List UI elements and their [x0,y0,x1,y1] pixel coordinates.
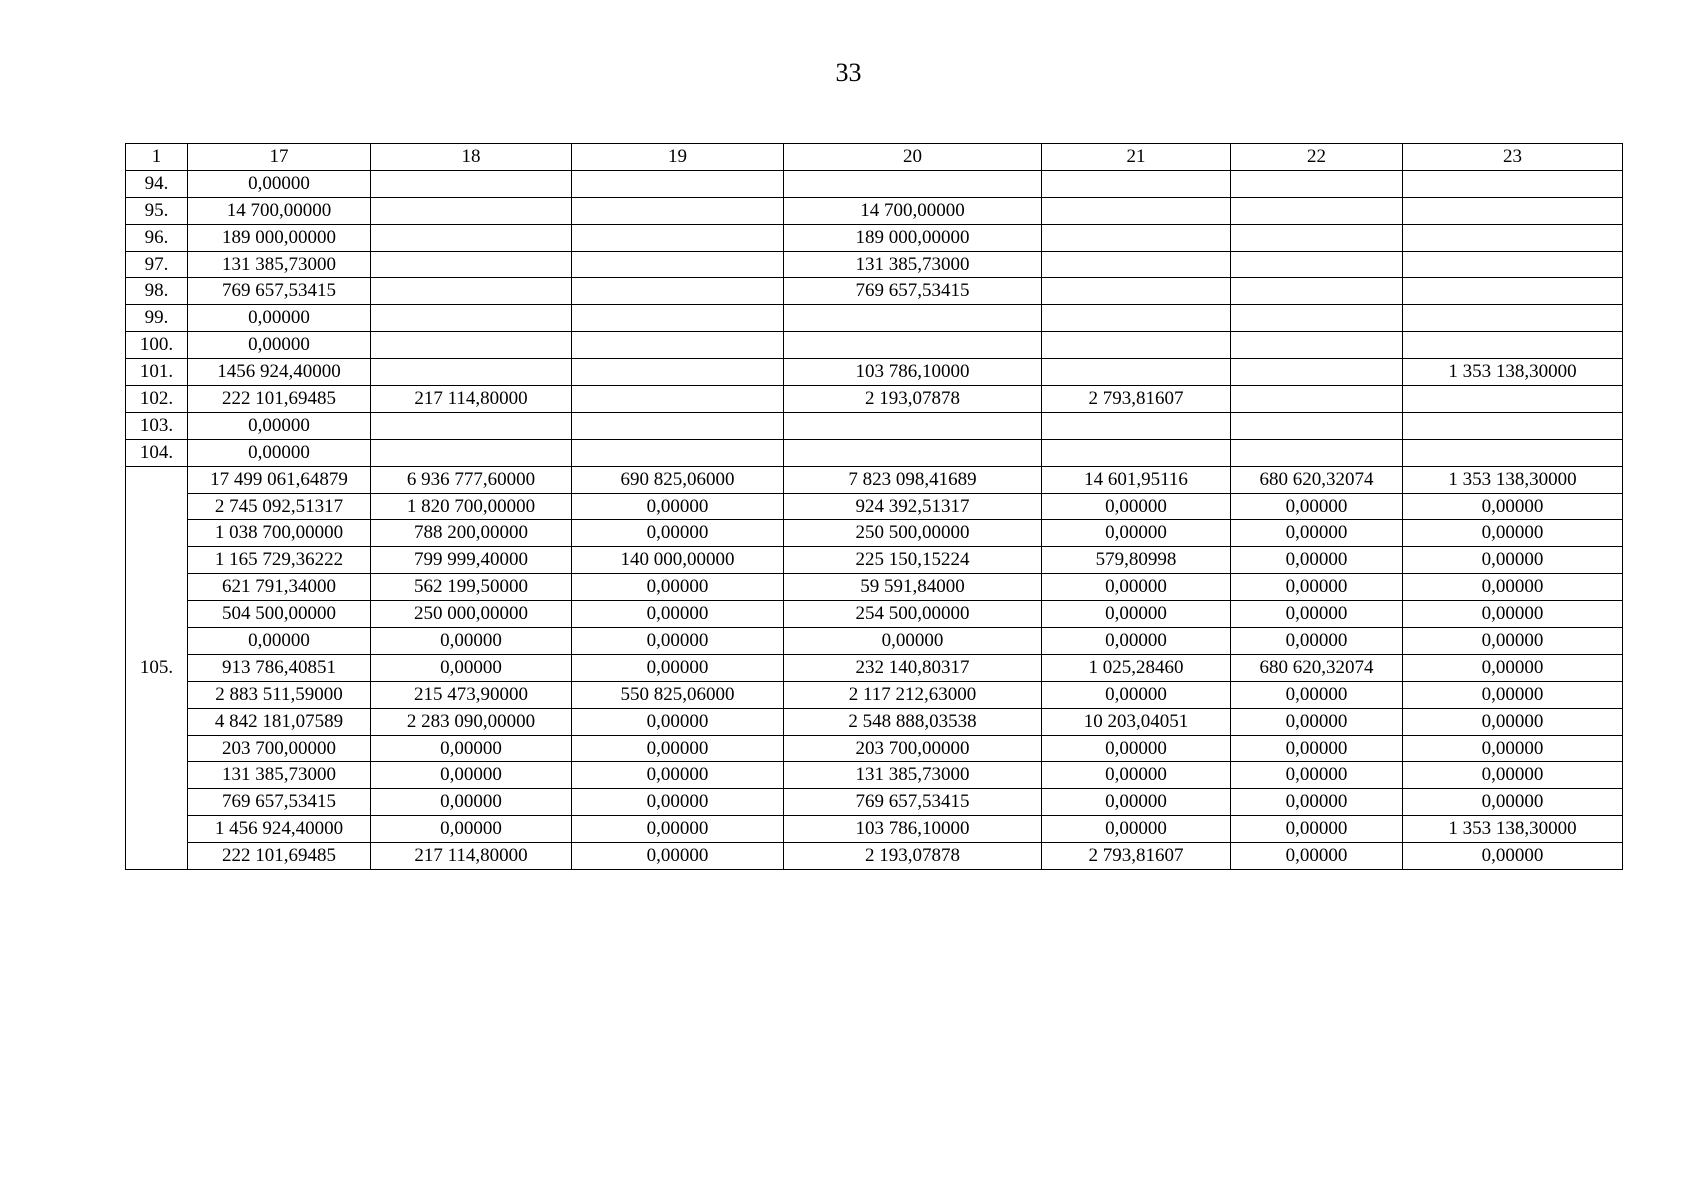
value-cell: 788 200,00000 [371,520,572,547]
value-cell: 225 150,15224 [784,547,1042,574]
row-number-cell: 100. [126,332,188,359]
value-cell: 0,00000 [1403,681,1623,708]
value-cell: 1 456 924,40000 [188,816,371,843]
table-row [126,412,1623,439]
value-cell [572,439,784,466]
value-cell: 0,00000 [1403,601,1623,628]
value-cell: 0,00000 [1231,628,1403,655]
value-cell: 0,00000 [1231,493,1403,520]
value-cell [1231,305,1403,332]
table-row [126,332,1623,359]
column-number-cell: 20 [784,144,1042,171]
value-cell: 0,00000 [1403,708,1623,735]
table-row-group [126,493,1623,520]
value-cell: 2 193,07878 [784,386,1042,413]
value-cell [1231,332,1403,359]
value-cell: 10 203,04051 [1042,708,1231,735]
value-cell [572,386,784,413]
value-cell: 131 385,73000 [188,762,371,789]
value-cell [1403,170,1623,197]
value-cell: 0,00000 [371,789,572,816]
value-cell [371,439,572,466]
value-cell [1403,386,1623,413]
value-cell: 2 548 888,03538 [784,708,1042,735]
value-cell: 0,00000 [572,520,784,547]
table-row [126,224,1623,251]
value-cell: 0,00000 [1042,681,1231,708]
value-cell [371,170,572,197]
value-cell [572,224,784,251]
row-number-cell: 99. [126,305,188,332]
table-row-group [126,681,1623,708]
value-cell: 0,00000 [1403,843,1623,870]
value-cell: 0,00000 [572,816,784,843]
table-row-group [126,708,1623,735]
value-cell [1042,412,1231,439]
table-row-group [126,654,1623,681]
value-cell: 0,00000 [572,601,784,628]
value-cell: 0,00000 [1042,574,1231,601]
value-cell: 250 000,00000 [371,601,572,628]
value-cell: 0,00000 [1042,816,1231,843]
value-cell [572,251,784,278]
value-cell: 0,00000 [572,628,784,655]
value-cell: 0,00000 [188,170,371,197]
value-cell: 0,00000 [784,628,1042,655]
value-cell [784,412,1042,439]
value-cell: 0,00000 [371,654,572,681]
value-cell [784,305,1042,332]
value-cell: 1 038 700,00000 [188,520,371,547]
value-cell: 254 500,00000 [784,601,1042,628]
table-row-group [126,762,1623,789]
value-cell [1231,386,1403,413]
row-number-cell: 104. [126,439,188,466]
value-cell: 0,00000 [1231,601,1403,628]
value-cell: 59 591,84000 [784,574,1042,601]
value-cell [572,332,784,359]
row-number-cell: 101. [126,359,188,386]
value-cell: 0,00000 [1403,654,1623,681]
value-cell: 2 793,81607 [1042,843,1231,870]
column-number-cell: 1 [126,144,188,171]
value-cell [1042,305,1231,332]
value-cell: 0,00000 [572,762,784,789]
data-table [125,143,1623,870]
column-number-cell: 19 [572,144,784,171]
value-cell [572,412,784,439]
value-cell: 0,00000 [371,735,572,762]
value-cell: 215 473,90000 [371,681,572,708]
value-cell [1231,197,1403,224]
value-cell [1403,197,1623,224]
value-cell: 0,00000 [1403,520,1623,547]
value-cell: 0,00000 [1231,816,1403,843]
table-row-group [126,601,1623,628]
value-cell [784,332,1042,359]
value-cell: 232 140,80317 [784,654,1042,681]
row-number-cell: 102. [126,386,188,413]
value-cell: 579,80998 [1042,547,1231,574]
table-row [126,251,1623,278]
value-cell [1231,359,1403,386]
value-cell: 2 283 090,00000 [371,708,572,735]
value-cell: 769 657,53415 [784,278,1042,305]
value-cell: 0,00000 [1042,493,1231,520]
value-cell [1042,332,1231,359]
value-cell: 131 385,73000 [188,251,371,278]
value-cell [1042,197,1231,224]
table-row-group [126,789,1623,816]
value-cell: 140 000,00000 [572,547,784,574]
value-cell [1231,170,1403,197]
table-row [126,359,1623,386]
value-cell [572,278,784,305]
value-cell [572,197,784,224]
value-cell [1042,439,1231,466]
value-cell: 0,00000 [572,493,784,520]
value-cell: 189 000,00000 [188,224,371,251]
value-cell: 504 500,00000 [188,601,371,628]
value-cell: 0,00000 [188,412,371,439]
value-cell: 0,00000 [1403,547,1623,574]
value-cell [1231,278,1403,305]
value-cell: 217 114,80000 [371,386,572,413]
value-cell [371,197,572,224]
value-cell [1403,412,1623,439]
row-number-cell: 105. [126,466,188,869]
value-cell: 7 823 098,41689 [784,466,1042,493]
value-cell: 0,00000 [1042,762,1231,789]
row-number-cell: 96. [126,224,188,251]
value-cell: 0,00000 [572,708,784,735]
value-cell [572,359,784,386]
value-cell: 0,00000 [1231,789,1403,816]
value-cell: 0,00000 [1403,789,1623,816]
value-cell: 0,00000 [188,305,371,332]
value-cell: 6 936 777,60000 [371,466,572,493]
value-cell: 0,00000 [572,574,784,601]
column-number-cell: 23 [1403,144,1623,171]
value-cell: 0,00000 [1403,628,1623,655]
value-cell: 222 101,69485 [188,386,371,413]
value-cell [1231,439,1403,466]
value-cell: 103 786,10000 [784,359,1042,386]
value-cell: 0,00000 [1231,843,1403,870]
value-cell: 562 199,50000 [371,574,572,601]
value-cell: 621 791,34000 [188,574,371,601]
value-cell: 203 700,00000 [784,735,1042,762]
value-cell: 769 657,53415 [784,789,1042,816]
value-cell: 0,00000 [1231,574,1403,601]
value-cell: 0,00000 [1042,789,1231,816]
column-number-cell: 17 [188,144,371,171]
value-cell [1042,278,1231,305]
table-header-row [126,144,1623,171]
value-cell: 769 657,53415 [188,789,371,816]
value-cell [1403,278,1623,305]
value-cell [371,359,572,386]
value-cell: 690 825,06000 [572,466,784,493]
value-cell [1042,170,1231,197]
table-row-group [126,466,1623,493]
value-cell: 0,00000 [1403,735,1623,762]
table-row [126,305,1623,332]
table-row [126,278,1623,305]
value-cell: 1 353 138,30000 [1403,816,1623,843]
value-cell [371,278,572,305]
value-cell: 913 786,40851 [188,654,371,681]
value-cell: 2 745 092,51317 [188,493,371,520]
value-cell: 0,00000 [1403,762,1623,789]
column-number-cell: 18 [371,144,572,171]
row-number-cell: 97. [126,251,188,278]
table-row-group [126,628,1623,655]
value-cell: 0,00000 [1231,547,1403,574]
table-row-group [126,574,1623,601]
value-cell [572,305,784,332]
value-cell: 0,00000 [188,628,371,655]
value-cell [784,439,1042,466]
page-number: 33 [835,58,862,87]
value-cell: 2 793,81607 [1042,386,1231,413]
value-cell: 1456 924,40000 [188,359,371,386]
table-row-group [126,735,1623,762]
value-cell: 0,00000 [1231,708,1403,735]
value-cell: 0,00000 [1231,735,1403,762]
value-cell: 2 117 212,63000 [784,681,1042,708]
value-cell: 189 000,00000 [784,224,1042,251]
table-row [126,386,1623,413]
row-number-cell: 98. [126,278,188,305]
value-cell: 0,00000 [1042,735,1231,762]
value-cell: 0,00000 [1042,520,1231,547]
value-cell [1042,251,1231,278]
value-cell [1231,251,1403,278]
value-cell: 1 353 138,30000 [1403,466,1623,493]
value-cell: 0,00000 [188,439,371,466]
value-cell: 799 999,40000 [371,547,572,574]
value-cell: 14 601,95116 [1042,466,1231,493]
value-cell: 0,00000 [1403,493,1623,520]
value-cell [371,412,572,439]
value-cell [1231,224,1403,251]
value-cell: 0,00000 [1231,520,1403,547]
table-row-group [126,520,1623,547]
value-cell: 0,00000 [371,628,572,655]
value-cell [572,170,784,197]
value-cell: 131 385,73000 [784,762,1042,789]
value-cell: 14 700,00000 [784,197,1042,224]
value-cell: 2 193,07878 [784,843,1042,870]
value-cell: 1 820 700,00000 [371,493,572,520]
value-cell [1403,224,1623,251]
value-cell [1042,359,1231,386]
value-cell: 217 114,80000 [371,843,572,870]
value-cell [371,332,572,359]
value-cell: 103 786,10000 [784,816,1042,843]
value-cell: 680 620,32074 [1231,466,1403,493]
value-cell [784,170,1042,197]
column-number-cell: 22 [1231,144,1403,171]
value-cell: 2 883 511,59000 [188,681,371,708]
row-number-cell: 95. [126,197,188,224]
value-cell: 0,00000 [572,735,784,762]
value-cell: 0,00000 [572,654,784,681]
value-cell: 0,00000 [1231,762,1403,789]
value-cell: 0,00000 [371,762,572,789]
value-cell [1403,332,1623,359]
value-cell: 17 499 061,64879 [188,466,371,493]
value-cell [1403,439,1623,466]
value-cell [371,224,572,251]
value-cell: 0,00000 [1042,628,1231,655]
value-cell: 203 700,00000 [188,735,371,762]
row-number-cell: 94. [126,170,188,197]
value-cell: 222 101,69485 [188,843,371,870]
value-cell: 769 657,53415 [188,278,371,305]
value-cell [1403,251,1623,278]
value-cell [371,305,572,332]
table-row-group [126,816,1623,843]
value-cell: 1 165 729,36222 [188,547,371,574]
value-cell: 1 353 138,30000 [1403,359,1623,386]
value-cell: 0,00000 [1403,574,1623,601]
value-cell: 680 620,32074 [1231,654,1403,681]
value-cell: 0,00000 [1042,601,1231,628]
value-cell: 250 500,00000 [784,520,1042,547]
value-cell: 131 385,73000 [784,251,1042,278]
table-row [126,170,1623,197]
value-cell: 0,00000 [371,816,572,843]
value-cell: 4 842 181,07589 [188,708,371,735]
value-cell: 0,00000 [1231,681,1403,708]
value-cell [371,251,572,278]
value-cell: 14 700,00000 [188,197,371,224]
row-number-cell: 103. [126,412,188,439]
value-cell [1231,412,1403,439]
table-row [126,197,1623,224]
column-number-cell: 21 [1042,144,1231,171]
value-cell [1403,305,1623,332]
value-cell: 550 825,06000 [572,681,784,708]
table-row-group [126,547,1623,574]
value-cell: 924 392,51317 [784,493,1042,520]
value-cell: 0,00000 [572,843,784,870]
table-row [126,439,1623,466]
value-cell: 0,00000 [188,332,371,359]
table-row-group [126,843,1623,870]
value-cell: 0,00000 [572,789,784,816]
value-cell: 1 025,28460 [1042,654,1231,681]
value-cell [1042,224,1231,251]
